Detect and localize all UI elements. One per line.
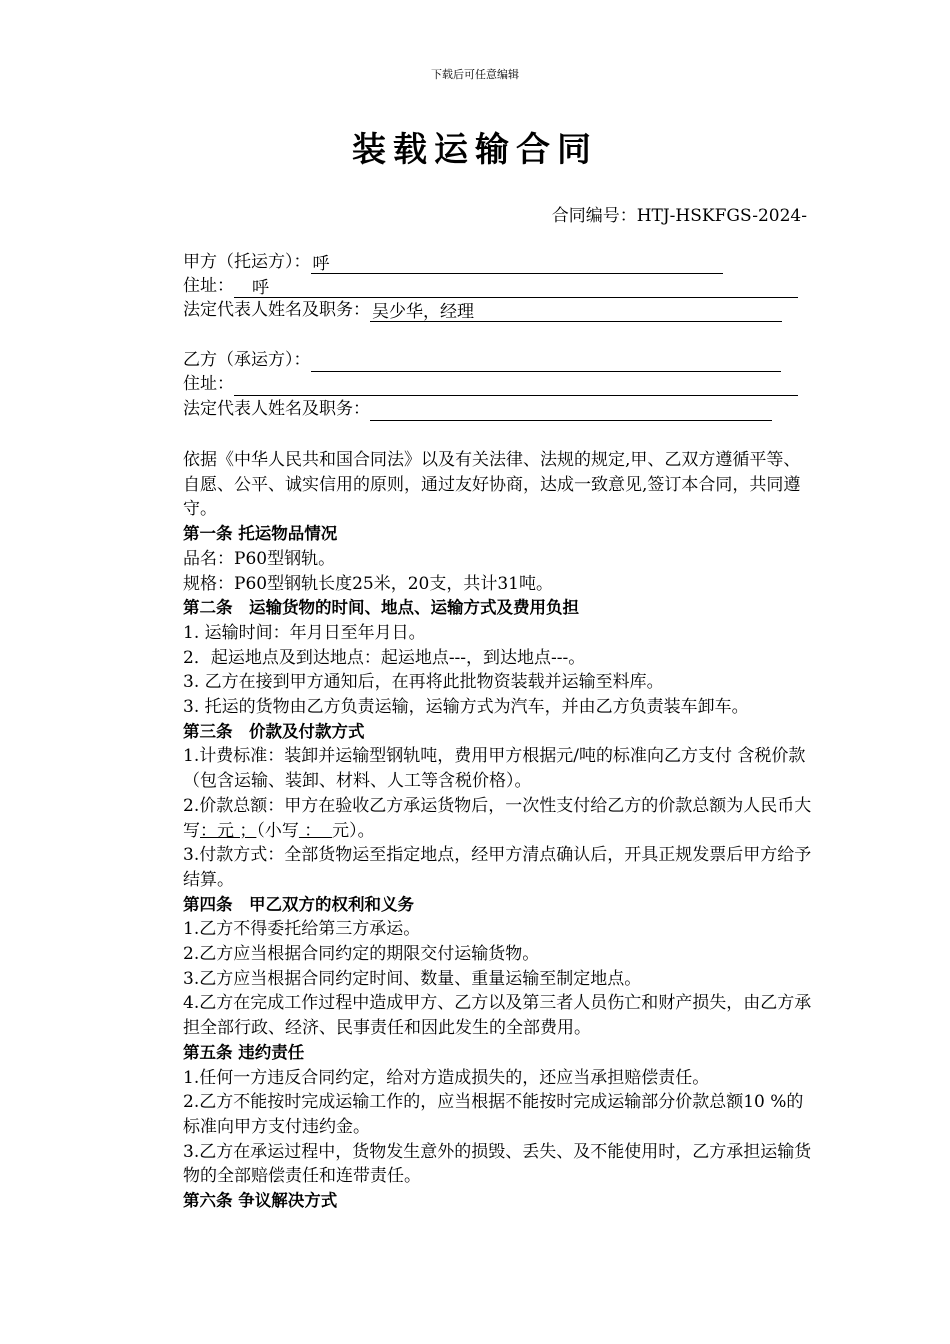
article-3-item-3: 3.付款方式：全部货物运至指定地点，经甲方清点确认后，开具正规发票后甲方给予结算。: [183, 845, 812, 890]
article-4-line: 3.乙方应当根据合同约定时间、数量、重量运输至制定地点。: [183, 968, 642, 989]
party-a-name-value: 呼: [311, 253, 723, 274]
article-3-item-2: 2.价款总额：甲方在验收乙方承运货物后，一次性支付给乙方的价款总额为人民币大写：元 ；（小写 ： 元）。: [183, 795, 812, 841]
party-b-rep-line: [183, 397, 772, 421]
party-b-address-line: [183, 372, 798, 396]
party-a-name-line: [183, 250, 723, 274]
article-4-line: 2.乙方应当根据合同约定的期限交付运输货物。: [183, 944, 540, 965]
party-a-name-label: 甲方（托运方）：: [183, 252, 311, 272]
article-5-item-3: 3.乙方在承运过程中，货物发生意外的损毁、丢失、及不能使用时，乙方承担运输货物的全部赔偿责任和连带责任。: [183, 1141, 812, 1187]
article-2-line: 2．起运地点及到达地点：起运地点---，到达地点---。: [183, 647, 586, 668]
article-2-line: 3. 托运的货物由乙方负责运输，运输方式为汽车，并由乙方负责装车卸车。: [183, 697, 749, 718]
article-4-item-4: 4.乙方在完成工作过程中造成甲方、乙方以及第三者人员伤亡和财产损失，由乙方承担全部行政、经济、民事责任和因此发生的全部费用。: [183, 993, 812, 1039]
header-note: 下载后可任意编辑: [431, 68, 519, 81]
party-a-rep-value: 吴少华，经理: [370, 301, 782, 322]
party-b-name-line: [183, 348, 781, 372]
party-a-rep-line: [183, 298, 782, 322]
article-2-line: 1. 运输时间：年月日至年月日。: [183, 622, 426, 643]
article-4-line: 1.乙方不得委托给第三方承运。: [183, 919, 421, 940]
article-1-line: 规格：P60型钢轨长度25米，20支，共计31吨。: [183, 573, 553, 594]
article-5-item-2: 2.乙方不能按时完成运输工作的，应当根据不能按时完成运输部分价款总额10 %的标准向甲方支付违约金。: [183, 1092, 804, 1137]
article-3-heading: 第三条 价款及付款方式: [183, 721, 365, 741]
article-3-item-1: 1.计费标准：装卸并运输型钢轨吨，费用甲方根据元/吨的标准向乙方支付 含税价款（包含运输、装卸、材料、人工等含税价格）。: [183, 746, 806, 792]
contract-number: 合同编号：HTJ-HSKFGS-2024-: [551, 206, 807, 226]
article-2-line: 3. 乙方在接到甲方通知后，在再将此批物资装载并运输至料库。: [183, 672, 664, 693]
party-b-name-label: 乙方（承运方）：: [183, 350, 311, 370]
party-b-address-label: 住址：: [183, 374, 234, 394]
document-title: 装载运输合同: [352, 130, 598, 170]
total-amount-uppercase-blank: ：元 ；: [200, 820, 257, 841]
contract-body: [145, 448, 815, 1214]
intro-paragraph: 依据《中华人民共和国合同法》以及有关法律、法规的规定,甲、乙双方遵循平等、自愿、公平、诚实信用的原则，通过友好协商，达成一致意见,签订本合同，共同遵守。: [183, 450, 801, 520]
article-1-heading: 第一条 托运物品情况: [183, 524, 338, 544]
article-5-heading: 第五条 违约责任: [183, 1042, 305, 1062]
total-amount-lowercase-blank: ：: [298, 820, 333, 841]
article-2-heading: 第二条 运输货物的时间、地点、运输方式及费用负担: [183, 598, 579, 618]
party-b-address-blank: [234, 375, 798, 396]
party-a-address-value: 呼: [234, 277, 798, 298]
party-a-address-label: 住址：: [183, 276, 234, 296]
party-b-name-blank: [311, 351, 781, 372]
article-1-line: 品名：P60型钢轨。: [183, 548, 336, 569]
article-4-heading: 第四条 甲乙双方的权利和义务: [183, 894, 414, 914]
party-b-rep-label: 法定代表人姓名及职务：: [183, 399, 370, 419]
article-5-item-1: 1.任何一方违反合同约定，给对方造成损失的，还应当承担赔偿责任。: [183, 1067, 710, 1088]
party-a-address-line: [183, 274, 798, 298]
party-a-rep-label: 法定代表人姓名及职务：: [183, 300, 370, 320]
party-b-rep-blank: [370, 400, 772, 421]
article-6-heading: 第六条 争议解决方式: [183, 1191, 338, 1211]
